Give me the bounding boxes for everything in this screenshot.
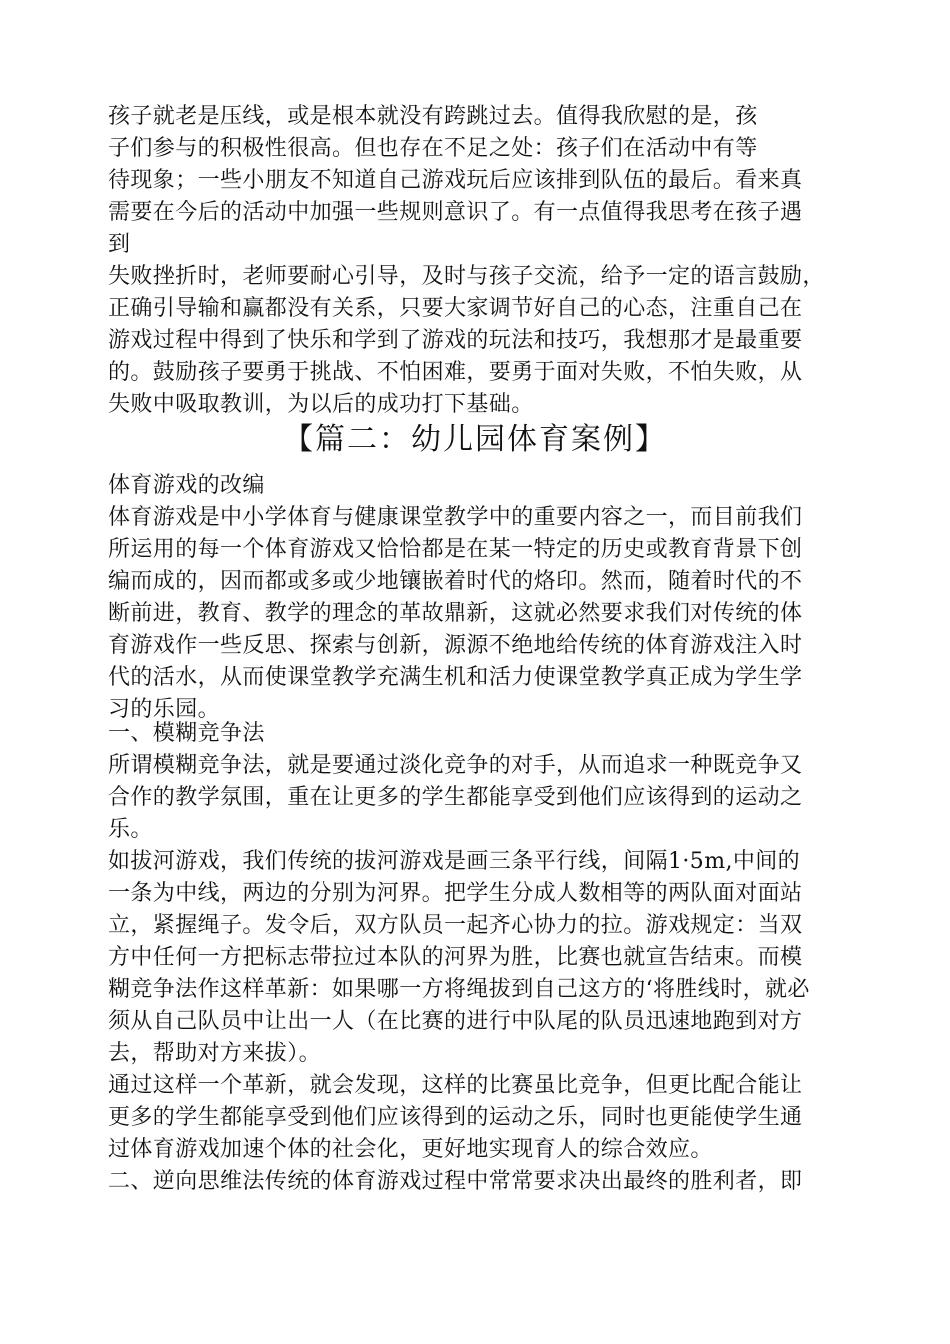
paragraph-line: 合作的教学氛围，重在让更多的学生都能享受到他们应该得到的运动之	[108, 785, 803, 810]
paragraph-line: 代的活水，从而使课堂教学充满生机和活力使课堂教学真正成为学生学	[108, 665, 803, 690]
paragraph-line: 立，紧握绳子。发令后，双方队员一起齐心协力的拉。游戏规定：当双	[108, 913, 803, 938]
paragraph-line: 一条为中线，两边的分别为河界。把学生分成人数相等的两队面对面站	[108, 881, 803, 906]
paragraph-line: 孩子就老是压线，或是根本就没有跨跳过去。值得我欣慰的是，孩	[108, 104, 758, 129]
subtitle-line: 体育游戏的改编	[108, 473, 265, 498]
paragraph-line: 所谓模糊竞争法，就是要通过淡化竞争的对手，从而追求一种既竞争又	[108, 753, 803, 778]
paragraph-line: 过体育游戏加速个体的社会化，更好地实现育人的综合效应。	[108, 1137, 713, 1162]
paragraph-line: 编而成的，因而都或多或少地镶嵌着时代的烙印。然而，随着时代的不	[108, 569, 803, 594]
paragraph-line: 如拔河游戏，我们传统的拔河游戏是画三条平行线，间隔1·5m,中间的	[108, 849, 801, 874]
paragraph-line: 糊竞争法作这样革新：如果哪一方将绳拔到自己这方的‘将胜线时，就必	[108, 977, 810, 1002]
paragraph-line: 通过这样一个革新，就会发现，这样的比赛虽比竞争，但更比配合能让	[108, 1073, 803, 1098]
paragraph-line: 所运用的每一个体育游戏又恰恰都是在某一特定的历史或教育背景下创	[108, 537, 803, 562]
paragraph-line: 需要在今后的活动中加强一些规则意识了。有一点值得我思考在孩子遇	[108, 200, 803, 225]
paragraph-line: 乐。	[108, 817, 153, 842]
paragraph-line: 待现象；一些小朋友不知道自己游戏玩后应该排到队伍的最后。看来真	[108, 168, 803, 193]
paragraph-line: 失败挫折时，老师要耐心引导，及时与孩子交流，给予一定的语言鼓励，	[108, 264, 825, 289]
heading-line: 二、逆向思维法传统的体育游戏过程中常常要求决出最终的胜利者，即	[108, 1169, 803, 1194]
heading-line: 一、模糊竞争法	[108, 721, 265, 746]
paragraph-line: 到	[108, 232, 131, 257]
paragraph-line: 须从自己队员中让出一人（在比赛的进行中队尾的队员迅速地跑到对方	[108, 1009, 803, 1034]
paragraph-line: 正确引导输和赢都没有关系，只要大家调节好自己的心态，注重自己在	[108, 296, 803, 321]
paragraph-line: 育游戏作一些反思、探索与创新，源源不绝地给传统的体育游戏注入时	[108, 633, 803, 658]
paragraph-line: 习的乐园。	[108, 697, 221, 722]
paragraph-line: 体育游戏是中小学体育与健康课堂教学中的重要内容之一，而目前我们	[108, 505, 803, 530]
paragraph-line: 游戏过程中得到了快乐和学到了游戏的玩法和技巧，我想那才是最重要	[108, 328, 803, 353]
paragraph-line: 子们参与的积极性很高。但也存在不足之处：孩子们在活动中有等	[108, 136, 758, 161]
paragraph-line: 去，帮助对方来拔）。	[108, 1041, 322, 1066]
section-title: 【篇二：幼儿园体育案例】	[283, 422, 667, 457]
paragraph-line: 失败中吸取教训，为以后的成功打下基础。	[108, 392, 534, 417]
paragraph-line: 断前进，教育、教学的理念的革故鼎新，这就必然要求我们对传统的体	[108, 601, 803, 626]
paragraph-line: 的。鼓励孩子要勇于挑战、不怕困难，要勇于面对失败，不怕失败，从	[108, 360, 803, 385]
paragraph-line: 更多的学生都能享受到他们应该得到的运动之乐，同时也更能使学生通	[108, 1105, 803, 1130]
paragraph-line: 方中任何一方把标志带拉过本队的河界为胜，比赛也就宣告结束。而模	[108, 945, 803, 970]
